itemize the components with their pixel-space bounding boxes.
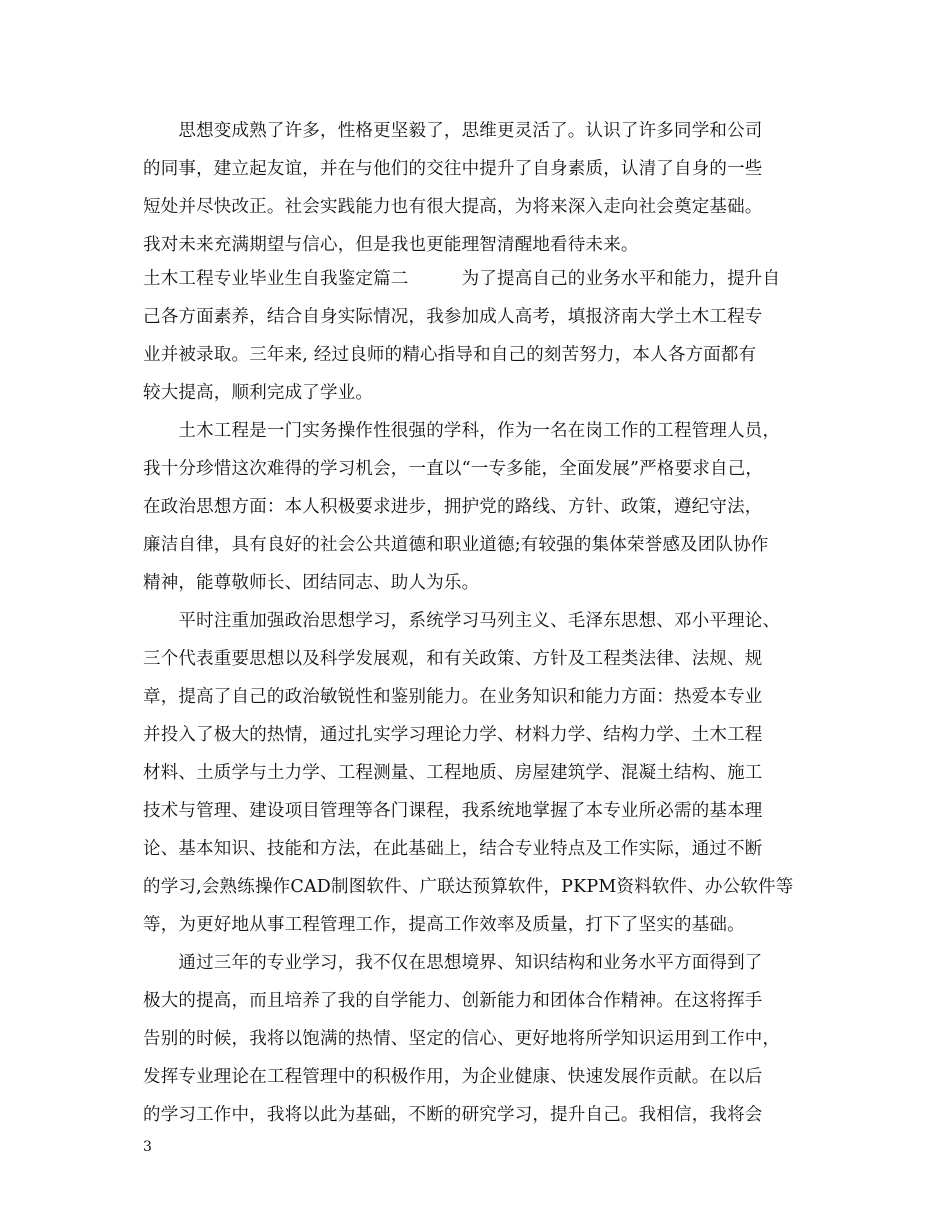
text-line: 极大的提高，而且培养了我的自学能力、创新能力和团体合作精神。在这将挥手 [143, 991, 763, 1011]
text-line: 业并被录取。三年来, 经过良师的精心指导和自己的刻苦努力，本人各方面都有 [143, 345, 757, 365]
text-line: 通过三年的专业学习，我不仅在思想境界、知识结构和业务水平方面得到了 [143, 953, 763, 973]
text-line: 土木工程是一门实务操作性很强的学科，作为一名在岗工作的工程管理人员， [143, 421, 781, 441]
text-line: 材料、土质学与土力学、工程测量、工程地质、房屋建筑学、混凝土结构、施工 [143, 763, 763, 783]
text-line: 我对未来充满期望与信心，但是我也更能理智清醒地看待未来。 [143, 235, 639, 255]
text-line: 的学习工作中，我将以此为基础，不断的研究学习，提升自己。我相信，我将会 [143, 1105, 763, 1125]
text-line: 章，提高了自己的政治敏锐性和鉴别能力。在业务知识和能力方面：热爱本专业 [143, 687, 763, 707]
text-line: 思想变成熟了许多，性格更坚毅了，思维更灵活了。认识了许多同学和公司 [143, 121, 763, 141]
text-line: 平时注重加强政治思想学习，系统学习马列主义、毛泽东思想、邓小平理论、 [143, 611, 781, 631]
text-line: 的同事，建立起友谊，并在与他们的交往中提升了自身素质，认清了自身的一些 [143, 159, 763, 179]
text-line: 发挥专业理论在工程管理中的积极作用，为企业健康、快速发展作贡献。在以后 [143, 1067, 763, 1087]
text-line: 技术与管理、建设项目管理等各门课程，我系统地掌握了本专业所必需的基本理 [143, 801, 763, 821]
text-line: 我十分珍惜这次难得的学习机会，一直以“一专多能，全面发展”严格要求自己， [143, 459, 764, 479]
text-line: 告别的时候，我将以饱满的热情、坚定的信心、更好地将所学知识运用到工作中， [143, 1029, 781, 1049]
text-line: 的学习,会熟练操作CAD制图软件、广联达预算软件，PKPM资料软件、办公软件等 [143, 877, 794, 897]
text-line: 论、基本知识、技能和方法，在此基础上，结合专业特点及工作实际，通过不断 [143, 839, 763, 859]
text-line: 三个代表重要思想以及科学发展观，和有关政策、方针及工程类法律、法规、规 [143, 649, 763, 669]
text-line: 精神，能尊敬师长、团结同志、助人为乐。 [143, 573, 480, 593]
text-line: 并投入了极大的热情，通过扎实学习理论力学、材料力学、结构力学、土木工程 [143, 725, 763, 745]
page-number: 3 [143, 1139, 152, 1155]
text-line: 等，为更好地从事工程管理工作，提高工作效率及质量，打下了坚实的基础。 [143, 915, 745, 935]
text-line: 己各方面素养，结合自身实际情况，我参加成人高考，填报济南大学土木工程专 [143, 307, 763, 327]
text-line: 廉洁自律，具有良好的社会公共道德和职业道德;有较强的集体荣誉感及团队协作 [143, 535, 769, 555]
text-line: 短处并尽快改正。社会实践能力也有很大提高，为将来深入走向社会奠定基础。 [143, 197, 763, 217]
text-line: 较大提高，顺利完成了学业。 [143, 383, 374, 403]
text-line: 在政治思想方面：本人积极要求进步，拥护党的路线、方针、政策，遵纪守法， [143, 497, 763, 517]
text-line: 土木工程专业毕业生自我鉴定篇二 为了提高自己的业务水平和能力，提升自 [143, 269, 781, 289]
